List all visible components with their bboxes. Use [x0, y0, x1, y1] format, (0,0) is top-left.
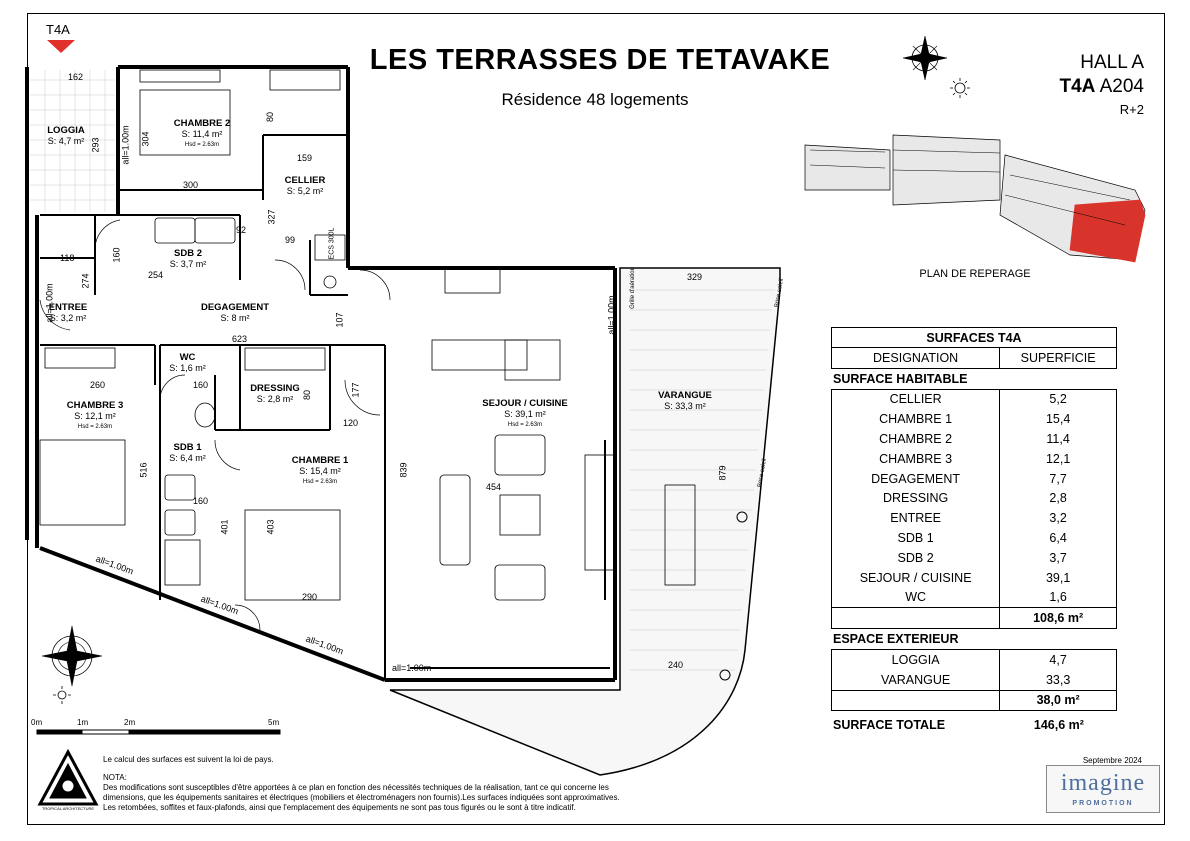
dim-label: all=1.00m [199, 593, 240, 617]
table-title: SURFACES T4A [831, 327, 1117, 348]
total-row [831, 715, 1117, 735]
dim-label: 160 [111, 247, 122, 263]
dim-label: 401 [219, 519, 230, 535]
scale-bar [37, 730, 280, 734]
dim-label: 92 [236, 225, 247, 235]
dim-label: 623 [232, 334, 248, 344]
room-sejour-cuisine: SEJOUR / CUISINE S: 39,1 m² Hsd = 2.63m [482, 398, 568, 428]
dim-label: 107 [334, 312, 345, 328]
dim-label: 454 [486, 482, 502, 492]
room-wc: WC S: 1,6 m² [169, 352, 206, 373]
dim-label: 293 [90, 137, 101, 153]
dim-label: 80 [302, 389, 313, 401]
room-cellier: CELLIER S: 5,2 m² [284, 175, 326, 196]
dim-label: all=1.00m [606, 295, 617, 335]
nota-title: NOTA: [103, 773, 127, 782]
sun-icon [950, 78, 970, 98]
scale-label: 1m [77, 718, 89, 727]
nota-line: dimensions, que les équipements sanitaires et électriques (mobiliers et électroménagers non fournis).Les surfaces indiquées sont approximatives. [103, 793, 620, 802]
unit-code: A204 [1099, 76, 1144, 97]
grille-label: Grille d'aération [629, 267, 636, 309]
nota-line: Les retombées, soffites et faux-plafonds, ainsi que l'emplacement des équipements ne sont pas tous figurés ou le sont à titre indicatif. [103, 803, 576, 812]
table-header-row [831, 348, 1117, 369]
total-value: 146,6 m² [1033, 718, 1084, 733]
room-varangue: VARANGUE S: 33,3 m² [658, 390, 712, 411]
location-map [805, 135, 1145, 262]
table-row: VARANGUE 33,3 [832, 670, 1116, 690]
page-title: LES TERRASSES DE TETAVAKE [369, 44, 831, 76]
architect-logo-text: TROPICAL ARCHITECTURE [41, 806, 95, 811]
room-chambre-1: CHAMBRE 1 S: 15,4 m² Hsd = 2.63m [291, 455, 349, 485]
compass-bottom-icon [42, 626, 102, 686]
scale-label: 0m [31, 718, 43, 727]
surfaces-table [831, 327, 1117, 735]
table-row: CHAMBRE 2 11,4 [832, 429, 1116, 449]
dim-label: 839 [398, 462, 409, 478]
date-label: Septembre 2024 [1082, 756, 1142, 765]
table-row: CELLIER 5,2 [832, 390, 1116, 410]
promoter-logo-subtext: PROMOTION [1072, 800, 1134, 807]
room-entree: ENTREE S: 3,2 m² [48, 302, 88, 323]
dim-label: 260 [90, 380, 106, 390]
total-label: SURFACE TOTALE [833, 718, 946, 733]
dim-label: 162 [68, 72, 84, 82]
unit-tag: T4A [46, 22, 70, 37]
room-sdb-1: SDB 1 S: 6,4 m² [169, 442, 206, 463]
table-row: SEJOUR / CUISINE 39,1 [832, 568, 1116, 588]
room-loggia: LOGGIA S: 4,7 m² [47, 125, 85, 146]
room-degagement: DEGAGEMENT S: 8 m² [200, 302, 270, 323]
architect-logo [40, 752, 96, 804]
table-row: CHAMBRE 1 15,4 [832, 409, 1116, 429]
dim-label: 118 [60, 253, 75, 263]
dim-label: 240 [668, 660, 684, 670]
table-row: ENTREE 3,2 [832, 508, 1116, 528]
room-sdb-2: SDB 2 S: 3,7 m² [169, 248, 207, 269]
table-row: DRESSING 2,8 [832, 489, 1116, 509]
nota-block [103, 773, 723, 813]
dim-label: 274 [80, 273, 91, 289]
dim-label: 160 [193, 380, 209, 390]
dim-label: all=1.00m [120, 125, 131, 165]
table-row: DEGAGEMENT 7,7 [832, 469, 1116, 489]
dim-label: all=1.00m [392, 663, 432, 673]
surface-law-note: Le calcul des surfaces est suivent la loi de pays. [103, 755, 274, 764]
room-dressing: DRESSING S: 2,8 m² [250, 383, 300, 404]
exterior-rows [831, 649, 1117, 711]
dim-label: all=1.00m [94, 553, 135, 577]
dim-label: 327 [266, 209, 277, 225]
dim-label: all=1.00m [44, 283, 55, 323]
brise-soleil-label: Brise soleil [757, 458, 768, 488]
furniture [40, 70, 695, 600]
table-row: SDB 2 3,7 [832, 548, 1116, 568]
room-chambre-2: CHAMBRE 2 S: 11,4 m² Hsd = 2.63m [173, 118, 231, 148]
dim-label: 254 [148, 270, 164, 280]
dim-label: 516 [138, 462, 149, 478]
plan-reperage-label: PLAN DE REPERAGE [919, 268, 1031, 280]
exterior-total-row [832, 690, 1116, 711]
unit-type: T4A [1059, 76, 1096, 97]
hall-label: HALL A [1080, 52, 1144, 73]
dim-label: 159 [297, 153, 313, 163]
dim-label: 177 [350, 382, 361, 398]
room-chambre-3: CHAMBRE 3 S: 12,1 m² Hsd = 2.63m [66, 400, 124, 430]
promoter-logo-text: imagine [1060, 770, 1146, 796]
dim-label: 300 [183, 180, 199, 190]
dim-label: 304 [140, 131, 151, 147]
table-row: LOGGIA 4,7 [832, 650, 1116, 670]
habitable-rows [831, 389, 1117, 630]
col-superficie: SUPERFICIE [1020, 350, 1096, 365]
page-subtitle: Résidence 48 logements [501, 90, 689, 109]
dim-label: all=1.00m [304, 633, 345, 657]
nota-line: Des modifications sont susceptibles d'être apportées à ce plan en fonction des nécessités techniques de la réalisation, tant ce qui concerne les [103, 783, 609, 792]
exterior-total: 38,0 m² [1036, 693, 1080, 708]
habitable-total-row [832, 607, 1116, 628]
dim-label: 403 [265, 519, 276, 535]
scale-label: 2m [124, 718, 136, 727]
dim-label: 329 [687, 272, 703, 282]
sun-bottom-icon [53, 686, 71, 704]
section-habitable: SURFACE HABITABLE [833, 371, 968, 386]
dim-label: 879 [717, 465, 728, 481]
dim-label: 99 [285, 235, 296, 245]
section-exterior: ESPACE EXTERIEUR [833, 632, 959, 647]
habitable-total: 108,6 m² [1033, 611, 1084, 626]
col-designation: DESIGNATION [832, 348, 1000, 368]
table-row: CHAMBRE 3 12,1 [832, 449, 1116, 469]
ecs-label: ECS 300L [328, 227, 336, 260]
dim-label: 290 [302, 592, 318, 602]
dim-label: 80 [265, 111, 276, 123]
table-row: WC 1,6 [832, 588, 1116, 608]
brise-soleil-label: Brise soleil [774, 278, 785, 308]
table-row: SDB 1 6,4 [832, 528, 1116, 548]
compass-top-icon [903, 36, 947, 80]
floor-label: R+2 [1119, 102, 1144, 117]
dim-label: 120 [343, 418, 359, 428]
scale-label: 5m [268, 718, 280, 727]
dim-label: 160 [193, 496, 209, 506]
